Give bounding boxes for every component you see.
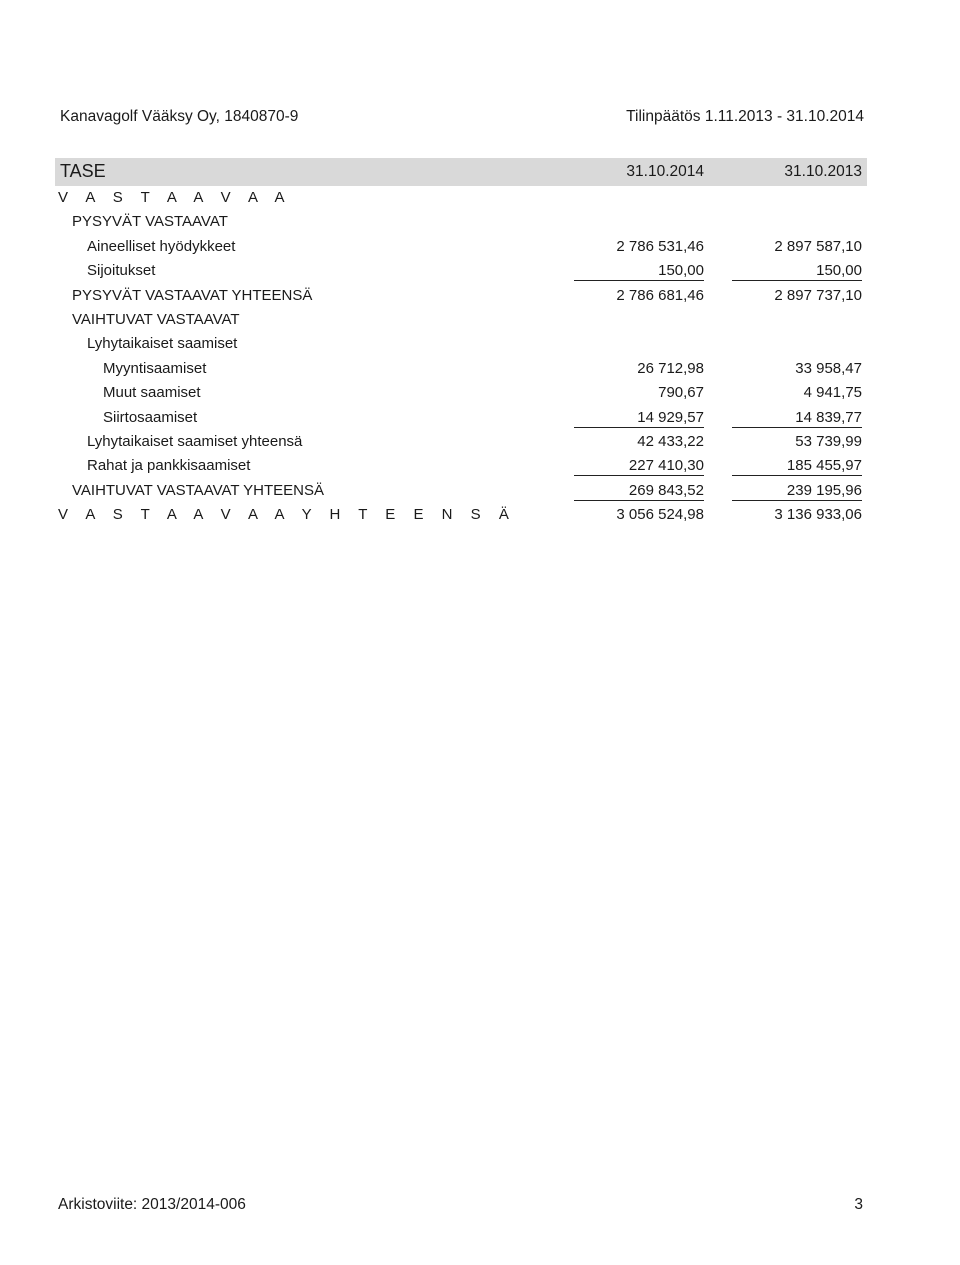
value-previous: 53 739,99 — [795, 432, 862, 450]
table-row — [55, 479, 867, 503]
page-footer — [55, 1196, 867, 1220]
row-label: Aineelliset hyödykkeet — [87, 237, 236, 255]
table-row — [55, 186, 867, 210]
page-number: 3 — [854, 1196, 863, 1213]
value-previous: 33 958,47 — [795, 359, 862, 377]
table-row — [55, 357, 867, 381]
value-previous: 14 839,77 — [732, 409, 862, 428]
table-row — [55, 503, 867, 527]
value-current: 2 786 681,46 — [616, 286, 704, 304]
value-previous: 2 897 587,10 — [774, 237, 862, 255]
column-header-current: 31.10.2014 — [626, 163, 704, 180]
table-row — [55, 430, 867, 454]
balance-sheet-table — [55, 186, 867, 527]
table-row — [55, 210, 867, 234]
row-label: V A S T A A V A A Y H T E E N S Ä — [58, 506, 516, 524]
archive-reference: Arkistoviite: 2013/2014-006 — [58, 1196, 246, 1213]
row-label: Lyhytaikaiset saamiset yhteensä — [87, 432, 303, 450]
row-label: Lyhytaikaiset saamiset — [87, 335, 238, 353]
table-row — [55, 308, 867, 332]
row-label: PYSYVÄT VASTAAVAT — [72, 213, 228, 231]
table-row — [55, 235, 867, 259]
value-previous: 185 455,97 — [732, 457, 862, 476]
row-label: Muut saamiset — [103, 384, 201, 402]
balance-sheet-title: TASE — [60, 161, 106, 181]
value-previous: 150,00 — [732, 262, 862, 281]
value-current: 14 929,57 — [574, 409, 704, 428]
row-label: V A S T A A V A A — [58, 189, 292, 206]
value-current: 26 712,98 — [637, 359, 704, 377]
table-row — [55, 381, 867, 405]
fiscal-period: Tilinpäätös 1.11.2013 - 31.10.2014 — [626, 108, 864, 125]
table-row — [55, 454, 867, 478]
table-row — [55, 284, 867, 308]
row-label: Rahat ja pankkisaamiset — [87, 457, 251, 475]
balance-sheet-header — [55, 158, 867, 186]
value-current: 3 056 524,98 — [616, 506, 704, 524]
table-row — [55, 332, 867, 356]
table-row — [55, 406, 867, 430]
page-header — [60, 108, 864, 132]
row-label: VAIHTUVAT VASTAAVAT — [72, 310, 240, 328]
value-previous: 4 941,75 — [803, 384, 862, 402]
value-current: 269 843,52 — [574, 482, 704, 501]
row-label: PYSYVÄT VASTAAVAT YHTEENSÄ — [72, 286, 313, 304]
value-current: 790,67 — [658, 384, 704, 402]
value-current: 150,00 — [574, 262, 704, 281]
row-label: VAIHTUVAT VASTAAVAT YHTEENSÄ — [72, 481, 325, 499]
company-name: Kanavagolf Vääksy Oy, 1840870-9 — [60, 108, 299, 125]
value-previous: 239 195,96 — [732, 482, 862, 501]
value-current: 42 433,22 — [637, 432, 704, 450]
value-current: 227 410,30 — [574, 457, 704, 476]
value-previous: 3 136 933,06 — [774, 506, 862, 524]
column-header-previous: 31.10.2013 — [784, 163, 862, 180]
row-label: Myyntisaamiset — [103, 359, 207, 377]
value-current: 2 786 531,46 — [616, 237, 704, 255]
value-previous: 2 897 737,10 — [774, 286, 862, 304]
table-row — [55, 259, 867, 283]
row-label: Sijoitukset — [87, 262, 156, 280]
row-label: Siirtosaamiset — [103, 408, 198, 426]
